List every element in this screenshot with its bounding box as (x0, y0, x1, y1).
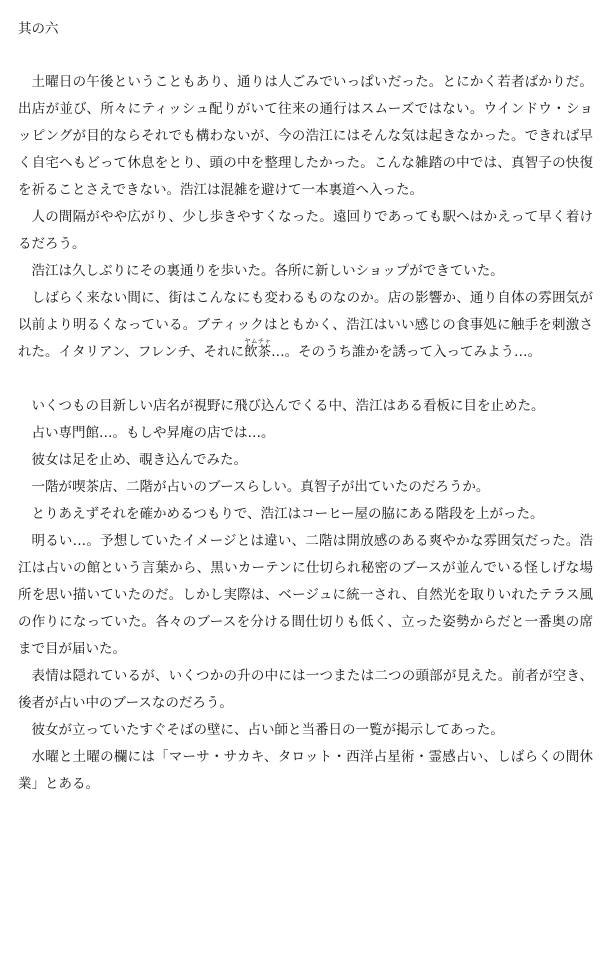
ruby-base: 飲茶 (244, 344, 272, 360)
paragraph: 水曜と土曜の欄には「マーサ・サカキ、タロット・西洋占星術・霊感占い、しばらくの間休業」とある。 (18, 749, 593, 792)
paragraph: 彼女は足を止め、覗き込んでみた。 (31, 452, 247, 468)
paragraph: 人の間隔がやや広がり、少し歩きやすくなった。遠回りであっても駅へはかえって早く着けるだろう。 (18, 209, 593, 252)
section-break (18, 366, 593, 393)
paragraph: 占い専門館…。もしや昇庵の店では…。 (31, 425, 275, 441)
ruby-annotation (244, 337, 272, 360)
body-text (18, 69, 593, 798)
paragraph: 明るい…。予想していたイメージとは違い、二階は開放感のある爽やかな雰囲気だった。浩江は占いの館という言葉から、黒いカーテンに仕切られ秘密のブースが並んでいる怪しげな場所を思い描いていたのだ。しかし実際は、ベージュに統一され、自然光を取りいれたテラス風の作りになっていた。各々のブースを分ける間仕切りも低く、立った姿勢からだと一番奥の席まで目が届いた。 (18, 533, 593, 657)
paragraph: とりあえずそれを確かめるつもりで、浩江はコーヒー屋の脇にある階段を上がった。 (31, 506, 544, 522)
paragraph: 表情は隠れているが、いくつかの升の中には一つまたは二つの頭部が見えた。前者が空き、後者が占い中のブースなのだろう。 (18, 668, 593, 711)
ruby-reading: ヤムチャ (244, 337, 272, 345)
paragraph-text: しばらく来ない間に、街はこんなにも変わるものなのか。店の影響か、通り自体の雰囲気が以前より明るくなっている。ブティックはともかく、浩江はいい感じの食事処に触手を刺激された。イタリアン、フレンチ、それに (18, 290, 593, 360)
paragraph: 彼女が立っていたすぐそばの壁に、占い師と当番日の一覧が掲示してあった。 (31, 722, 504, 738)
paragraph: 土曜日の午後ということもあり、通りは人ごみでいっぱいだった。とにかく若者ばかりだ。出店が並び、所々にティッシュ配りがいて往来の通行はスムーズではない。ウインドウ・ショッピングが目的ならそれでも構わないが、今の浩江にはそんな気は起きなかった。できれば早く自宅へもどって休息をとり、頭の中を整理したかった。こんな雑踏の中では、真智子の快復を祈ることさえできない。浩江は混雑を避けて一本裏道へ入った。 (18, 74, 593, 198)
chapter-title: 其の六 (18, 21, 59, 37)
paragraph-with-ruby (18, 285, 593, 366)
paragraph-text: …。そのうち誰かを誘って入ってみよう…。 (271, 344, 542, 360)
paragraph: いくつもの目新しい店名が視野に飛び込んでくる中、浩江はある看板に目を止めた。 (31, 398, 545, 414)
paragraph: 一階が喫茶店、二階が占いのブースらしい。真智子が出ていたのだろうか。 (31, 479, 490, 495)
paragraph: 浩江は久しぶりにその裏通りを歩いた。各所に新しいショップができていた。 (31, 263, 504, 279)
